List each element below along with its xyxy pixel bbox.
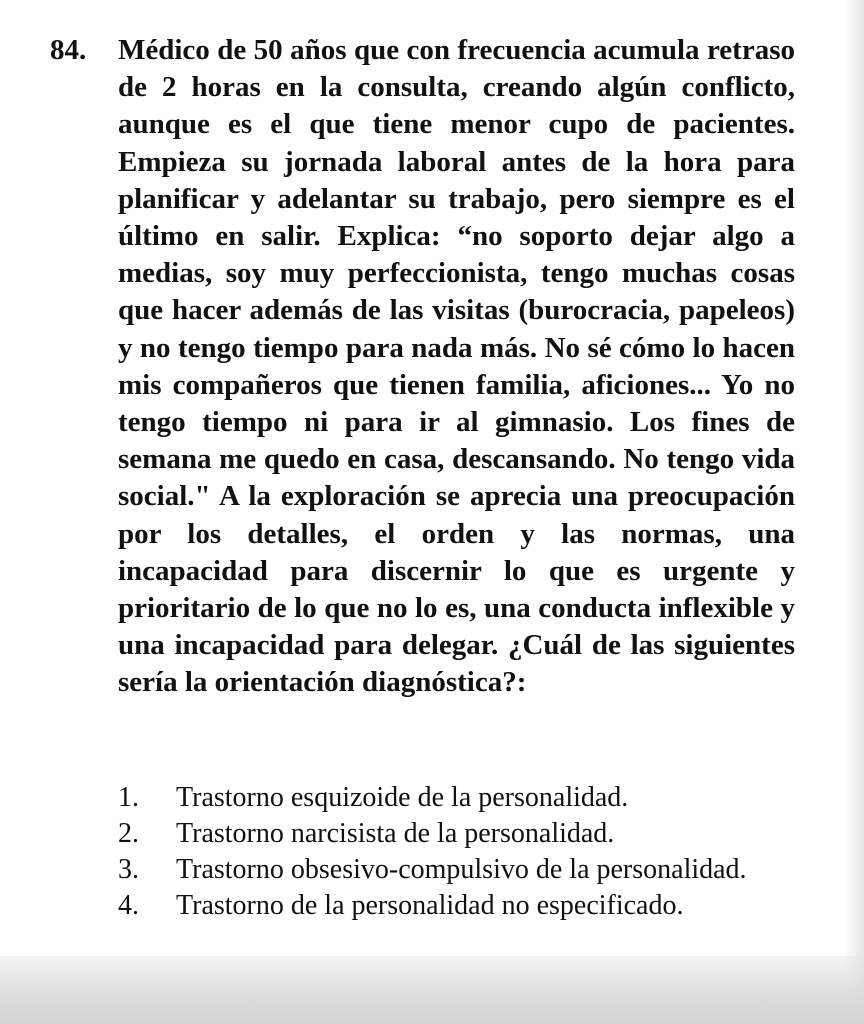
question-block — [50, 32, 795, 702]
answer-option-4[interactable] — [118, 888, 795, 924]
option-number: 3. — [118, 854, 139, 885]
option-text: Trastorno obsesivo-compulsivo de la personalidad. — [176, 854, 747, 885]
page-edge-shadow — [844, 0, 864, 1024]
option-number: 4. — [118, 890, 139, 921]
bottom-gray-fade — [0, 956, 864, 1024]
answer-option-3[interactable] — [118, 852, 795, 888]
question-text: Médico de 50 años que con frecuencia acumula retraso de 2 horas en la consulta, creando algún conflicto, aunque es el que tiene menor cupo de pacientes. Empieza su jornada laboral antes de la hora para planificar y adelantar su trabajo, pero siempre es el último en salir. Explica: “no soporto dejar algo a medias, soy muy perfeccionista, tengo muchas cosas que hacer además de las visitas (burocracia, papeleos) y no tengo tiempo para nada más. No sé cómo lo hacen mis compañeros que tienen familia, aficiones... Yo no tengo tiempo ni para ir al gimnasio. Los fines de semana me quedo en casa, descansando. No tengo vida social." A la exploración se aprecia una preocupación por los detalles, el orden y las normas, una incapacidad para discernir lo que es urgente y prioritario de lo que no lo es, una conducta inflexible y una incapacidad para delegar. ¿Cuál de las siguientes sería la orientación diagnóstica?: — [118, 34, 795, 699]
answer-option-2[interactable] — [118, 816, 795, 852]
option-text: Trastorno narcisista de la personalidad. — [176, 818, 615, 849]
option-number: 2. — [118, 818, 139, 849]
option-text: Trastorno de la personalidad no especificado. — [176, 890, 684, 921]
option-number: 1. — [118, 782, 139, 813]
question-number: 84. — [50, 34, 87, 66]
option-text: Trastorno esquizoide de la personalidad. — [176, 782, 629, 813]
answer-options — [118, 780, 795, 924]
answer-option-1[interactable] — [118, 780, 795, 816]
